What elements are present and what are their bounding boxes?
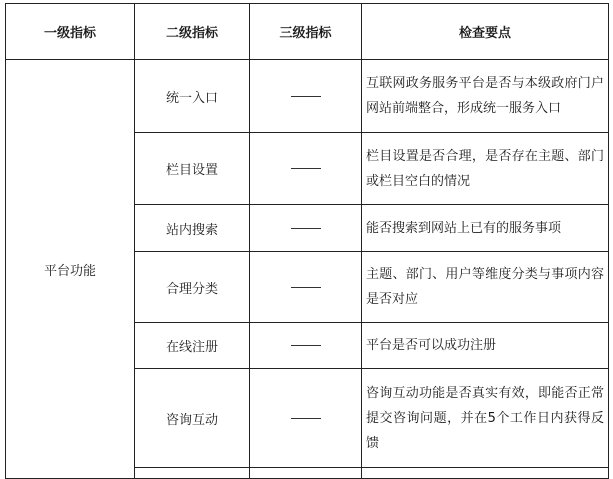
row-level2: 合理分类 xyxy=(135,252,250,323)
header-level2: 二级指标 xyxy=(135,4,250,60)
table-header-row xyxy=(6,4,609,60)
row-level3 xyxy=(250,369,362,468)
row-level3 xyxy=(250,60,362,133)
row-check-point: 咨询互动功能是否真实有效，即能否正常提交咨询问题，并在5个工作日内获得反馈 xyxy=(362,369,609,468)
evaluation-index-table xyxy=(5,3,609,479)
group-cell-platform-function: 平台功能 xyxy=(6,60,135,479)
row-level2: 站内搜索 xyxy=(135,205,250,252)
row-level3 xyxy=(250,252,362,323)
row-level2: 咨询互动 xyxy=(135,369,250,468)
header-check-points: 检查要点 xyxy=(362,4,609,60)
header-level3: 三级指标 xyxy=(250,4,362,60)
row-check-point: 平台是否可以成功注册 xyxy=(362,323,609,369)
dash-mark xyxy=(291,418,321,419)
table-row xyxy=(6,60,609,133)
dash-mark xyxy=(291,345,321,346)
dash-mark xyxy=(291,228,321,229)
row-level3 xyxy=(250,323,362,369)
row-check-point: 主题、部门、用户等维度分类与事项内容是否对应 xyxy=(362,252,609,323)
row-level2: 在线注册 xyxy=(135,323,250,369)
row-level3 xyxy=(250,205,362,252)
continued-cell xyxy=(250,468,362,479)
row-level3 xyxy=(250,133,362,205)
row-check-point: 栏目设置是否合理，是否存在主题、部门或栏目空白的情况 xyxy=(362,133,609,205)
header-level1: 一级指标 xyxy=(6,4,135,60)
dash-mark xyxy=(291,96,321,97)
row-level2: 统一入口 xyxy=(135,60,250,133)
dash-mark xyxy=(291,287,321,288)
continued-cell xyxy=(135,468,250,479)
row-level2: 栏目设置 xyxy=(135,133,250,205)
continued-cell xyxy=(362,468,609,479)
row-check-point: 能否搜索到网站上已有的服务事项 xyxy=(362,205,609,252)
dash-mark xyxy=(291,168,321,169)
row-check-point: 互联网政务服务平台是否与本级政府门户网站前端整合，形成统一服务入口 xyxy=(362,60,609,133)
